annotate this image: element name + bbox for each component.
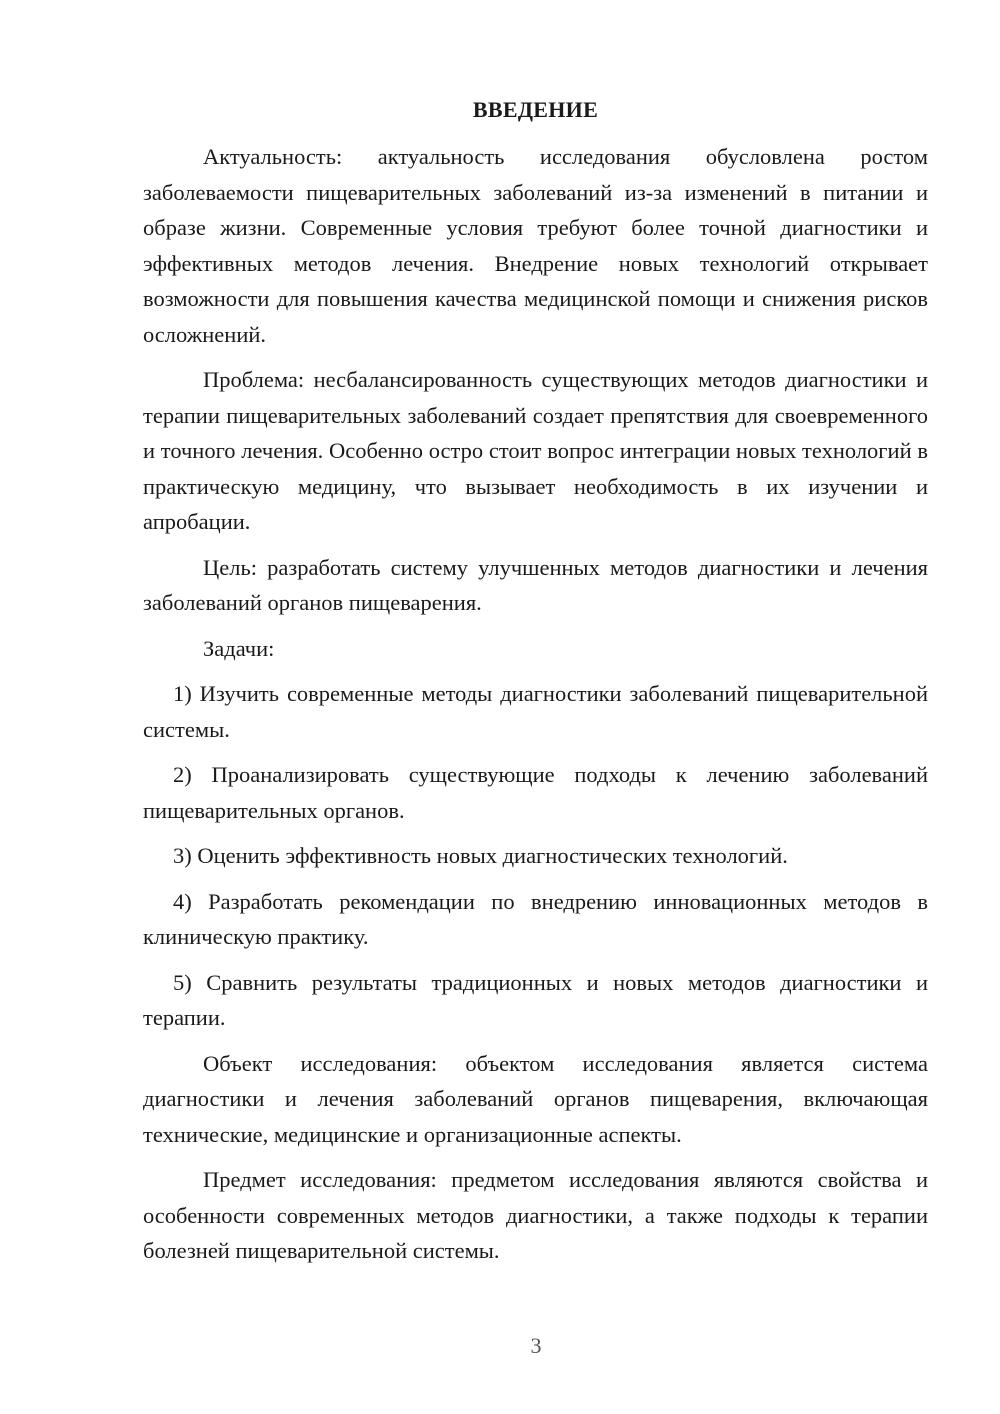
task-item-1: 1) Изучить современные методы диагностики заболеваний пищеварительной системы. bbox=[143, 681, 928, 742]
paragraph-subject: Предмет исследования: предметом исследования являются свойства и особенности современных методов диагностики, а также подходы к терапии болезней пищеварительной системы. bbox=[143, 1167, 928, 1263]
paragraph-relevance: Актуальность: актуальность исследования обусловлена ростом заболеваемости пищеварительных заболеваний из-за изменений в питании и образе жизни. Современные условия требуют более точной диагностики и эффективных методов лечения. Внедрение новых технологий открывает возможности для повышения качества медицинской помощи и снижения рисков осложнений. bbox=[143, 144, 928, 347]
paragraph-object: Объект исследования: объектом исследования является система диагностики и лечения заболеваний органов пищеварения, включающая технические, медицинские и организационные аспекты. bbox=[143, 1050, 928, 1147]
task-item-3: 3) Оценить эффективность новых диагностических технологий. bbox=[173, 843, 788, 868]
task-item-5: 5) Сравнить результаты традиционных и новых методов диагностики и терапии. bbox=[143, 969, 928, 1030]
paragraph-goal: Цель: разработать систему улучшенных методов диагностики и лечения заболеваний органов пищеварения. bbox=[143, 554, 928, 615]
task-item-2: 2) Проанализировать существующие подходы к лечению заболеваний пищеварительных органов. bbox=[143, 762, 928, 823]
tasks-label: Задачи: bbox=[203, 635, 275, 661]
page-number: 3 bbox=[530, 1333, 542, 1358]
document-page bbox=[143, 95, 928, 1279]
task-item-4: 4) Разработать рекомендации по внедрению инновационных методов в клиническую практику. bbox=[143, 888, 928, 949]
page-title: ВВЕДЕНИЕ bbox=[472, 97, 599, 122]
paragraph-problem: Проблема: несбалансированность существующих методов диагностики и терапии пищеварительных заболеваний создает препятствия для своевременного и точного лечения. Особенно остро стоит вопрос интеграции новых технологий в практическую медицину, что вызывает необходимость в их изучении и апробации. bbox=[143, 367, 928, 534]
